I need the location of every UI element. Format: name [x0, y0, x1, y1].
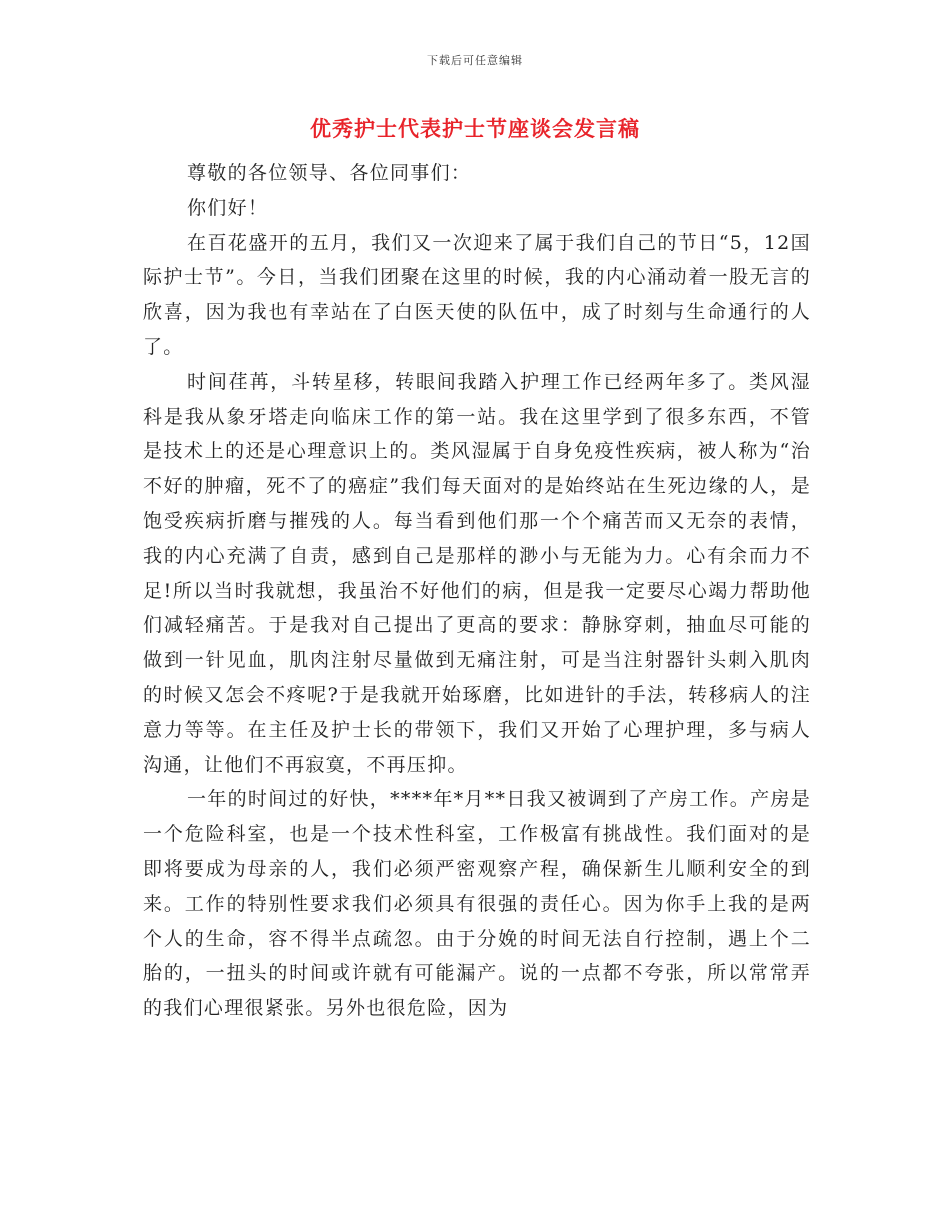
document-body	[143, 156, 811, 1026]
paragraph-greeting: 你们好！	[187, 196, 269, 219]
paragraph: 在百花盛开的五月，我们又一次迎来了属于我们自己的节日“5，12国际护士节”。今日，当我们团聚在这里的时候，我的内心涌动着一股无言的欣喜，因为我也有幸站在了白医天使的队伍中，成了时刻与生命通行的人了。	[143, 231, 811, 358]
paragraph: 时间荏苒，斗转星移，转眼间我踏入护理工作已经两年多了。类风湿科是我从象牙塔走向临床工作的第一站。我在这里学到了很多东西，不管是技术上的还是心理意识上的。类风湿属于自身免疫性疾病，被人称为“治不好的肿瘤，死不了的癌症”我们每天面对的是始终站在生死边缘的人，是饱受疾病折磨与摧残的人。每当看到他们那一个个痛苦而又无奈的表情，我的内心充满了自责，感到自己是那样的渺小与无能为力。心有余而力不足!所以当时我就想，我虽治不好他们的病，但是我一定要尽心竭力帮助他们减轻痛苦。于是我对自己提出了更高的要求：静脉穿刺，抽血尽可能的做到一针见血，肌肉注射尽量做到无痛注射，可是当注射器针头刺入肌肉的时候又怎会不疼呢?于是我就开始琢磨，比如进针的手法，转移病人的注意力等等。在主任及护士长的带领下，我们又开始了心理护理，多与病人沟通，让他们不再寂寞，不再压抑。	[143, 370, 811, 776]
paragraph: 一年的时间过的好快，****年*月**日我又被调到了产房工作。产房是一个危险科室，也是一个技术性科室，工作极富有挑战性。我们面对的是即将要成为母亲的人，我们必须严密观察产程，确保新生儿顺利安全的到来。工作的特别性要求我们必须具有很强的责任心。因为你手上我的是两个人的生命，容不得半点疏忽。由于分娩的时间无法自行控制，遇上个二胎的，一扭头的时间或许就有可能漏产。说的一点都不夸张，所以常常弄的我们心理很紧张。另外也很危险，因为	[143, 788, 811, 1020]
paragraph-salutation: 尊敬的各位领导、各位同事们：	[187, 162, 472, 184]
document-title: 优秀护士代表护士节座谈会发言稿	[310, 117, 640, 141]
header-note: 下载后可任意编辑	[427, 54, 523, 67]
